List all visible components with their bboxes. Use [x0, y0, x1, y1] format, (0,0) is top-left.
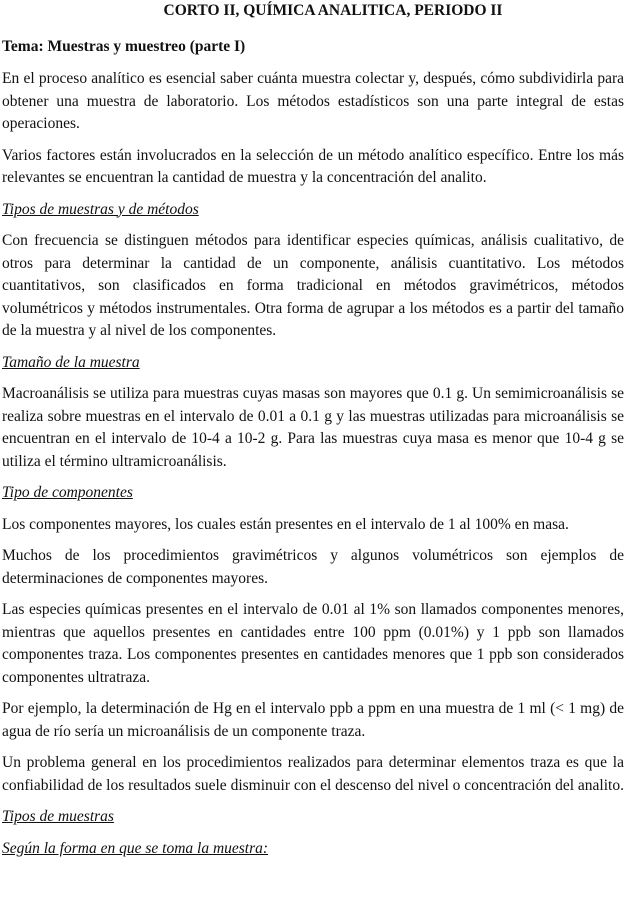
section-heading-segun-forma: Según la forma en que se toma la muestra: [2, 839, 269, 857]
paragraph-hg-example: Por ejemplo, la determinación de Hg en el intervalo ppb a ppm en una muestra de 1 ml (< 1 mg) de agua de río sería un microanálisis de un componente traza. [2, 700, 624, 740]
section-heading-tipos-muestras-metodos: Tipos de muestras y de métodos [2, 200, 199, 218]
section-heading-tipo-componentes: Tipo de componentes [2, 484, 133, 501]
paragraph-major-components: Los componentes mayores, los cuales están presentes en el intervalo de 1 al 100% en masa. [2, 515, 569, 533]
paragraph-minor-trace: Las especies químicas presentes en el intervalo de 0.01 al 1% son llamados componentes menores, mientras que aquellos presentes en cantidades entre 100 ppm (0.01%) y 1 ppb son llamados componentes traza. Los componentes presentes en cantidades menores que 1 ppb son considerados componentes ultratraza. [2, 601, 624, 686]
section-heading-tamano-muestra: Tamaño de la muestra [2, 353, 140, 371]
paragraph-sample-size: Macroanálisis se utiliza para muestras cuyas masas son mayores que 0.1 g. Un semimicroanálisis se realiza sobre muestras en el intervalo de 0.01 a 0.1 g y las muestras utilizadas para microanálisis se encuentran en el intervalo de 10-4 a 10-2 g. Para las muestras cuya masa es menor que 10-4 g se utiliza el término ultramicroanálisis. [2, 385, 624, 470]
document-subject: Tema: Muestras y muestreo (parte I) [2, 38, 246, 55]
paragraph-intro: En el proceso analítico es esencial saber cuánta muestra colectar y, después, cómo subdividirla para obtener una muestra de laboratorio. Los métodos estadísticos son una parte integral de estas operaciones. [2, 70, 624, 132]
paragraph-methods: Con frecuencia se distinguen métodos para identificar especies químicas, análisis cualitativo, de otros para determinar la cantidad de un componente, análisis cuantitativo. Los métodos cuantitativos, son clasificados en forma tradicional en métodos gravimétricos, métodos volumétricos y métodos instrumentales. Otra forma de agrupar a los métodos es a partir del tamaño de la muestra y al nivel de los componentes. [2, 232, 624, 339]
paragraph-factors: Varios factores están involucrados en la selección de un método analítico específico. Entre los más relevantes se encuentran la cantidad de muestra y la concentración del analito. [2, 146, 624, 186]
document-title: CORTO II, QUÍMICA ANALITICA, PERIODO II [163, 2, 503, 19]
paragraph-gravimetric-examples: Muchos de los procedimientos gravimétricos y algunos volumétricos son ejemplos de determinaciones de componentes mayores. [2, 547, 624, 587]
paragraph-trace-problem: Un problema general en los procedimientos realizados para determinar elementos traza es que la confiabilidad de los resultados suele disminuir con el descenso del nivel o concentración del analito. [2, 754, 624, 794]
section-heading-tipos-muestras: Tipos de muestras [2, 808, 114, 825]
